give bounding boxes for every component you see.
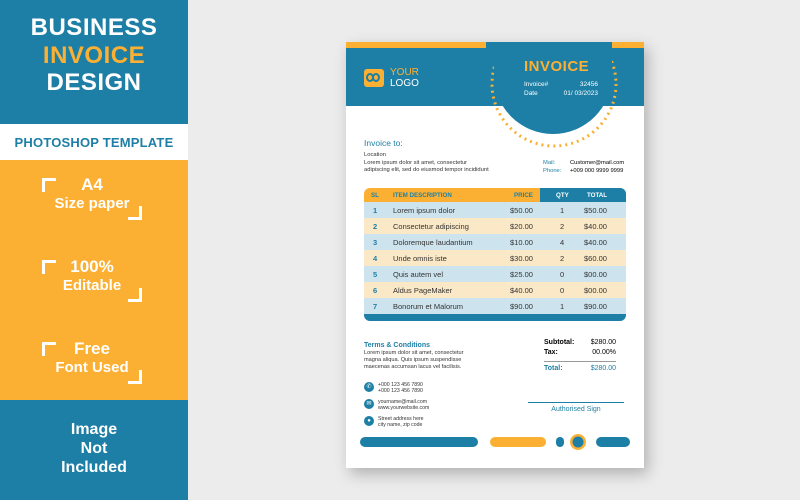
terms-title: Terms & Conditions — [364, 342, 430, 349]
cell-description: Aldus PageMaker — [393, 286, 453, 295]
image-note-line3: Included — [61, 459, 127, 477]
invoice-date-label: Date — [524, 90, 538, 97]
cell-description: Doloremque laudantium — [393, 238, 473, 247]
cell-price: $90.00 — [510, 302, 533, 311]
invoice-to-address — [364, 152, 489, 175]
badge-line2: Editable — [62, 277, 122, 294]
terms-line: Lorem ipsum dolor sit amet, consectetur — [364, 350, 464, 356]
invoice-date: 01/ 03/2023 — [563, 90, 598, 97]
cell-qty: 2 — [560, 254, 565, 263]
title-line-design: DESIGN — [46, 69, 142, 97]
cell-total: $60.00 — [584, 254, 607, 263]
invoice-title: INVOICE — [524, 58, 590, 75]
cell-description: Lorem ipsum dolor — [393, 206, 456, 215]
title-line-business: BUSINESS — [30, 14, 158, 41]
logo-line1: YOUR — [390, 67, 419, 78]
header-accent-left — [346, 42, 486, 48]
authorised-sign: Authorised Sign — [528, 402, 624, 413]
contact-email — [364, 399, 429, 414]
cell-price: $20.00 — [510, 222, 533, 231]
tax-value: 00.00% — [592, 349, 616, 356]
address-line: Location — [364, 152, 386, 158]
badge-line1: 100% — [70, 257, 114, 276]
terms-body — [364, 350, 464, 371]
header-description: ITEM DESCRIPTION — [393, 192, 452, 199]
table-header — [364, 188, 626, 202]
cell-total: $00.00 — [584, 270, 607, 279]
contact-phone — [364, 382, 429, 397]
feature-badge-size — [42, 175, 142, 220]
cell-sl: 2 — [373, 222, 378, 231]
invoice-meta — [524, 80, 598, 98]
phone-icon: ✆ — [364, 382, 374, 392]
cell-description: Bonorum et Malorum — [393, 302, 464, 311]
cell-qty: 4 — [560, 238, 565, 247]
logo-line2: LOGO — [390, 78, 419, 89]
cell-total: $50.00 — [584, 206, 607, 215]
website-line: www.yourwebsite.com — [378, 405, 430, 411]
cell-price: $50.00 — [510, 206, 533, 215]
cell-qty: 1 — [560, 206, 565, 215]
template-type-band: PHOTOSHOP TEMPLATE — [0, 124, 188, 160]
cell-price: $25.00 — [510, 270, 533, 279]
cell-sl: 4 — [373, 254, 378, 263]
cell-total: $90.00 — [584, 302, 607, 311]
subtotal-value: $280.00 — [590, 339, 616, 346]
table-row — [364, 266, 626, 282]
cell-total: $00.00 — [584, 286, 607, 295]
header-total: TOTAL — [587, 192, 608, 199]
invoice-to-title: Invoice to: — [364, 138, 403, 148]
cell-sl: 5 — [373, 270, 378, 279]
badge-line2: Size paper — [54, 195, 130, 212]
total-label: Total: — [544, 365, 563, 372]
table-row — [364, 250, 626, 266]
promo-title — [0, 0, 188, 97]
address-line: Street address here — [378, 416, 424, 422]
cell-qty: 0 — [560, 270, 565, 279]
phone-line: +000 123 456 7890 — [378, 388, 423, 394]
cell-sl: 3 — [373, 238, 378, 247]
company-contacts — [364, 382, 429, 433]
cell-sl: 1 — [373, 206, 378, 215]
cell-description: Unde omnis iste — [393, 254, 447, 263]
email-icon: ✉ — [364, 399, 374, 409]
address-line: adipiscing elit, sed do eiusmod tempor incididunt — [364, 167, 489, 173]
tax-label: Tax: — [544, 349, 558, 356]
total-value: $280.00 — [590, 365, 616, 372]
subtotal-label: Subtotal: — [544, 339, 575, 346]
address-line: Lorem ipsum dolor sit amet, consectetur — [364, 159, 468, 166]
badge-line1: A4 — [81, 175, 103, 194]
table-row — [364, 234, 626, 250]
cell-price: $10.00 — [510, 238, 533, 247]
terms-line: maecenas accumsan lacus vel facilisis. — [364, 364, 462, 370]
cell-total: $40.00 — [584, 222, 607, 231]
image-note — [0, 420, 188, 478]
logo-icon — [364, 69, 384, 87]
phone-value: +009 000 9999 9999 — [570, 167, 624, 174]
logo-text — [390, 67, 419, 89]
header-price: PRICE — [514, 192, 533, 199]
feature-badge-font — [42, 339, 142, 384]
feature-badge-editable — [42, 257, 142, 302]
cell-sl: 6 — [373, 286, 378, 295]
cell-qty: 0 — [560, 286, 565, 295]
table-footer-bar — [364, 314, 626, 321]
cell-price: $30.00 — [510, 254, 533, 263]
invoice-number: 32456 — [579, 81, 598, 88]
invoice-paper — [346, 42, 644, 468]
badge-line2: Font Used — [55, 359, 129, 376]
cell-qty: 2 — [560, 222, 565, 231]
header-sl: SL — [371, 192, 379, 199]
header-qty: QTY — [556, 192, 569, 199]
customer-contact — [543, 160, 624, 175]
promo-sidebar — [0, 0, 188, 500]
mail-label: Mail: — [543, 160, 556, 166]
phone-label: Phone: — [543, 167, 562, 174]
cell-qty: 1 — [560, 302, 565, 311]
cell-price: $40.00 — [510, 286, 533, 295]
footer-decoration — [360, 434, 630, 450]
table-row — [364, 298, 626, 314]
cell-description: Consectetur adipiscing — [393, 222, 469, 231]
mail-value: Customer@mail.com — [570, 160, 625, 166]
features-panel — [0, 160, 188, 400]
table-row — [364, 282, 626, 298]
cell-sl: 7 — [373, 302, 378, 311]
badge-line1: Free — [74, 339, 110, 358]
totals-summary — [544, 338, 616, 374]
email-line: yourname@mail.com — [378, 399, 428, 405]
image-note-line1: Image — [70, 421, 118, 438]
items-table — [364, 188, 626, 321]
table-row — [364, 202, 626, 218]
terms-line: magna aliqua. Quis ipsum suspendisse — [364, 357, 462, 363]
invoice-number-label: Invoice# — [524, 81, 549, 88]
phone-line: +000 123 456 7890 — [378, 382, 423, 388]
title-line-invoice: INVOICE — [42, 41, 146, 69]
contact-address — [364, 416, 429, 431]
image-note-line2: Not — [80, 440, 108, 458]
address-line: city name, zip code — [378, 422, 423, 428]
table-row — [364, 218, 626, 234]
cell-total: $40.00 — [584, 238, 607, 247]
location-icon: ● — [364, 416, 374, 426]
cell-description: Quis autem vel — [393, 270, 444, 279]
